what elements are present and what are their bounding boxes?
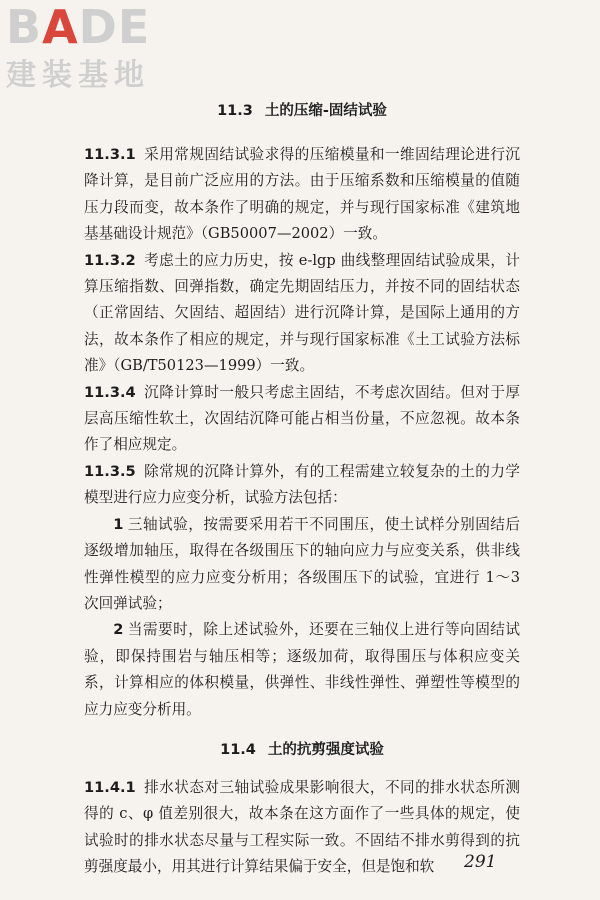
item-number: 1 <box>113 515 124 533</box>
section-title: 土的抗剪强度试验 <box>267 741 384 758</box>
clause-11-3-5 <box>84 459 520 512</box>
logo-letter-b: B <box>6 0 43 54</box>
section-heading-11-4 <box>84 735 520 765</box>
logo-letter-a: A <box>42 0 79 54</box>
clause-11-4-1 <box>84 775 520 881</box>
clause-text: 采用常规固结试验求得的压缩模量和一维固结理论进行沉降计算，是目前广泛应用的方法。由于压缩系数和压缩模量的值随压力段而变，故本条作了明确的规定，并与现行国家标准《建筑地基基础设计规范》（GB50007—2002）一致。 <box>84 146 520 243</box>
clause-number: 11.3.1 <box>84 146 136 163</box>
bade-logo <box>6 0 181 96</box>
clause-text: 除常规的沉降计算外，有的工程需建立较复杂的土的力学模型进行应力应变分析，试验方法包括： <box>84 462 520 507</box>
clause-11-3-2 <box>84 248 520 380</box>
section-number: 11.4 <box>220 741 256 758</box>
page-body <box>84 96 520 881</box>
clause-text: 考虑土的应力历史，按 e-lgp 曲线整理固结试验成果，计算压缩指数、回弹指数，确定先期固结压力，并按不同的固结状态（正常固结、欠固结、超固结）进行沉降计算，是国际上通用的方法，故本条作了相应的规定，并与现行国家标准《土工试验方法标准》（GB/T50123—1999）一致。 <box>84 251 520 375</box>
section-heading-11-3 <box>84 96 520 126</box>
clause-11-3-4 <box>84 380 520 459</box>
section-title: 土的压缩-固结试验 <box>264 103 387 119</box>
clause-number: 11.3.5 <box>84 462 136 480</box>
item-number: 2 <box>113 621 124 639</box>
item-2 <box>84 617 520 723</box>
section-number: 11.3 <box>217 103 253 119</box>
item-text: 当需要时，除上述试验外，还要在三轴仪上进行等向固结试验，即保持围岩与轴压相等；逐级加荷，取得围压与体积应变关系，计算相应的体积模量，供弹性、非线性弹性、弹塑性等模型的应力应变分析用。 <box>84 621 520 718</box>
page-number: 291 <box>464 852 497 872</box>
clause-number: 11.3.2 <box>84 251 136 269</box>
logo-subtitle: 建装基地 <box>6 58 150 93</box>
clause-11-3-1 <box>84 142 520 248</box>
clause-text: 排水状态对三轴试验成果影响很大，不同的排水状态所测得的 c、φ 值差别很大，故本条在这方面作了一些具体的规定，使试验时的排水状态尽量与工程实际一致。不固结不排水剪得到的抗剪强度最小，用其进行计算结果偏于安全，但是饱和软 <box>84 778 520 876</box>
clause-number: 11.4.1 <box>84 778 136 796</box>
clause-number: 11.3.4 <box>84 383 136 401</box>
logo-mark <box>6 0 181 54</box>
item-text: 三轴试验，按需要采用若干不同围压，使土试样分别固结后逐级增加轴压，取得在各级围压下的轴向应力与应变关系，供非线性弹性模型的应力应变分析用；各级围压下的试验，宜进行 1～3 次回弹试验； <box>84 515 520 612</box>
logo-letters-de: DE <box>78 0 151 54</box>
item-1 <box>84 512 520 618</box>
clause-text: 沉降计算时一般只考虑主固结，不考虑次固结。但对于厚层高压缩性软土，次固结沉降可能占相当份量，不应忽视。故本条作了相应规定。 <box>84 383 520 454</box>
